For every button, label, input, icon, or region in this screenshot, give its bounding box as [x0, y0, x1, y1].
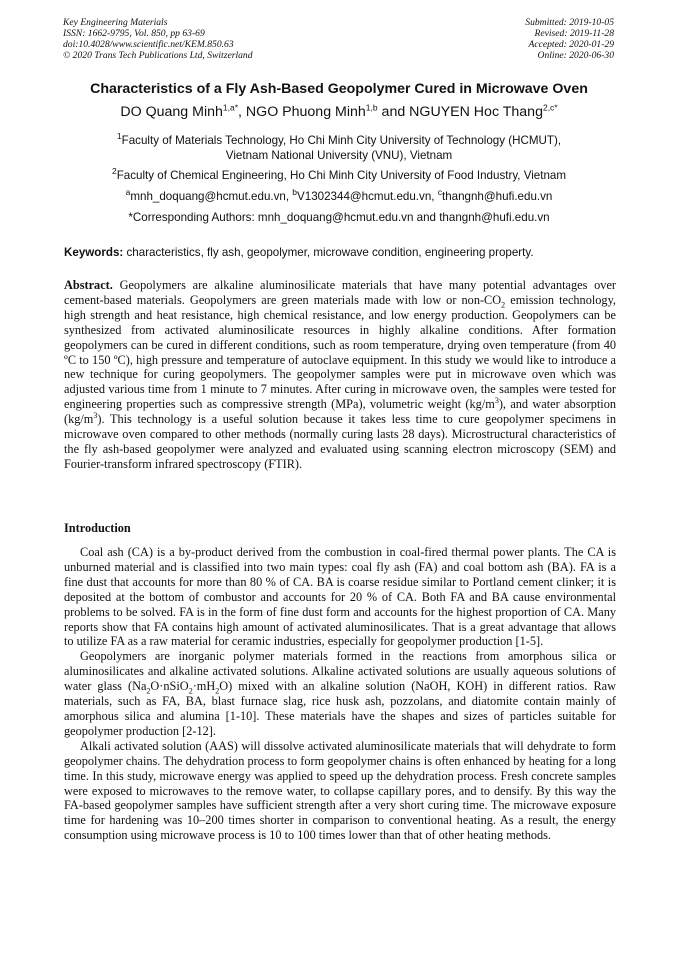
author-3: NGUYEN Hoc Thang [409, 104, 543, 120]
affiliation-2 [40, 168, 638, 183]
keywords [64, 246, 616, 259]
affiliation-2-text: Faculty of Chemical Engineering, Ho Chi Minh City University of Food Industry, Vietnam [116, 169, 567, 182]
copyright: © 2020 Trans Tech Publications Ltd, Switzerland [63, 50, 253, 61]
publication-dates [525, 17, 614, 61]
abstract-part-4: ). This technology is a useful solution because it takes less time to cure geopolymer specimens in microwave oven compared to other methods (normally curing lasts 28 days). Microstructural characteristics of the fly ash-based geopolymer were analyzed and evaluated using scanning electron microscopy (SEM) and Fourier-transform infrared spectroscopy (FTIR). [64, 412, 616, 471]
journal-info [63, 17, 253, 61]
abstract-sub-co2: 2 [501, 300, 506, 310]
affiliation-1-line-1: Faculty of Materials Technology, Ho Chi Minh City University of Technology (HCMUT), [121, 134, 562, 147]
email-a-sup: a [125, 187, 131, 198]
author-sep-2: and [377, 104, 410, 120]
issn: ISSN: 1662-9795, Vol. 850, pp 63-69 [63, 28, 205, 39]
intro-p2-part-b: O·nSiO [150, 679, 189, 694]
author-2: NGO Phuong Minh [245, 104, 366, 120]
intro-p2-part-d: O) mixed with an alkaline solution (NaOH, KOH) in different ratios. Raw materials, such as FA, BA, blast furnace slag, rice husk ash, pozzolans, and diatomite contain mainly of amorphous silica and alumina [1-10]. These materials have the shapes and sizes of particles suitable for geopolymer production [2-12]. [64, 679, 616, 738]
affiliation-1 [40, 133, 638, 163]
keywords-text: characteristics, fly ash, geopolymer, microwave condition, engineering property. [123, 246, 534, 259]
abstract-part-1: Geopolymers are alkaline aluminosilicate materials that have many potential advantages over cement-based materials. Geopolymers are green materials made with low or non-CO [64, 278, 616, 307]
author-sep-1: , [238, 104, 246, 120]
email-c-sup: c [437, 187, 442, 198]
intro-p2-sub-1: 2 [146, 686, 151, 696]
introduction-body [64, 545, 616, 843]
intro-p2-sub-2: 2 [188, 686, 193, 696]
doi: doi:10.4028/www.scientific.net/KEM.850.63 [63, 39, 234, 50]
abstract-part-3: ), and water absorption (kg/m [64, 397, 616, 427]
accepted-date: Accepted: 2020-01-29 [528, 39, 614, 50]
revised-date: Revised: 2019-11-28 [534, 28, 614, 39]
keywords-label: Keywords: [64, 246, 124, 259]
intro-p2-part-c: ·mH [192, 679, 216, 694]
affiliation-2-sup: 2 [111, 166, 117, 177]
intro-paragraph-2 [64, 649, 616, 738]
abstract-sup-1: 3 [494, 396, 499, 406]
email-b-sup: b [292, 187, 298, 198]
author-3-sup: 2,c* [542, 102, 558, 113]
intro-p2-sub-3: 2 [215, 686, 220, 696]
abstract-label: Abstract. [64, 278, 113, 292]
abstract [64, 278, 616, 472]
abstract-sup-2: 3 [93, 411, 98, 421]
affiliation-1-sup: 1 [116, 131, 122, 142]
email-b: V1302344@hcmut.edu.vn, [297, 190, 438, 203]
corresponding-authors: *Corresponding Authors: mnh_doquang@hcmut.edu.vn and thangnh@hufi.edu.vn [128, 211, 550, 224]
introduction-heading: Introduction [64, 521, 131, 535]
intro-p2-part-a: Geopolymers are inorganic polymer materials formed in the reactions from amorphous silica or aluminosilicates and alkaline activated solutions. Alkaline activated solutions are usually aqueous solutions of water glass (Na [64, 649, 616, 694]
email-a: mnh_doquang@hcmut.edu.vn, [130, 190, 293, 203]
email-c: thangnh@hufi.edu.vn [441, 190, 553, 203]
abstract-part-2: emission technology, high strength and heat resistance, high chemical resistance, and low energy production. Geopolymers can be synthesized from activated aluminosilicate resources in highly alkaline conditions. After formation geopolymers can be cured in different conditions, such as room temperature, drying oven temperature (from 40 ºC to 150 ºC), high pressure and temperature of autoclave equipment. In this study we would like to introduce a new technique for curing geopolymers. The geopolymer samples were put in microwave oven which was adjusted various time from 1 minute to 7 minutes. After curing in microwave oven, the samples were tested for engineering properties such as compressive strength (MPa), volumetric weight (kg/m [64, 292, 616, 412]
intro-paragraph-1: Coal ash (CA) is a by-product derived from the combustion in coal-fired thermal power plants. The CA is unburned material and is classified into two main types: coal fly ash (FA) and coal bottom ash (BA). FA is a fine dust that accounts for more than 80 % of CA. BA is coarse residue similar to Portland cement clinker; it is deposited at the bottom of combustor and accounts for 20 % of CA. Both FA and BA cause environmental problems to be solved. FA is in the form of fine dust form and accounts for the highest proportion of CA. Many reports show that FA contains high amount of activated aluminosilicates. That is a great advantage that allows to utilize FA as a raw material for ceramic industries, especially for geopolymer production [1-5]. [64, 545, 616, 649]
online-date: Online: 2020-06-30 [537, 50, 614, 61]
author-list [40, 104, 638, 120]
intro-paragraph-3: Alkali activated solution (AAS) will dissolve activated aluminosilicate materials that will dehydrate to form geopolymer chains. The dehydration process to form geopolymer chains is often enhanced by heating for a long time. In this study, microwave energy was applied to speed up the dehydration process. Fresh concrete samples were exposed to microwaves to the remove water, to collapse capillary pores, and to densify. By this way the FA-based geopolymer samples have sufficient strength after a very short curing time. The microwave exposure time for hardening was 10–200 times shorter in comparison to conventional heating. As a result, the energy consumption using microwave process is 10 to 100 times lower than that of other heating methods. [64, 738, 616, 843]
author-1-sup: 1,a* [222, 102, 239, 113]
author-2-sup: 1,b [365, 102, 378, 113]
submitted-date: Submitted: 2019-10-05 [525, 17, 614, 28]
paper-title: Characteristics of a Fly Ash-Based Geopolymer Cured in Microwave Oven [90, 81, 588, 97]
journal-name: Key Engineering Materials [63, 17, 168, 28]
author-emails [40, 189, 638, 204]
author-1: DO Quang Minh [120, 104, 223, 120]
affiliation-1-line-2: Vietnam National University (VNU), Vietnam [225, 149, 453, 162]
